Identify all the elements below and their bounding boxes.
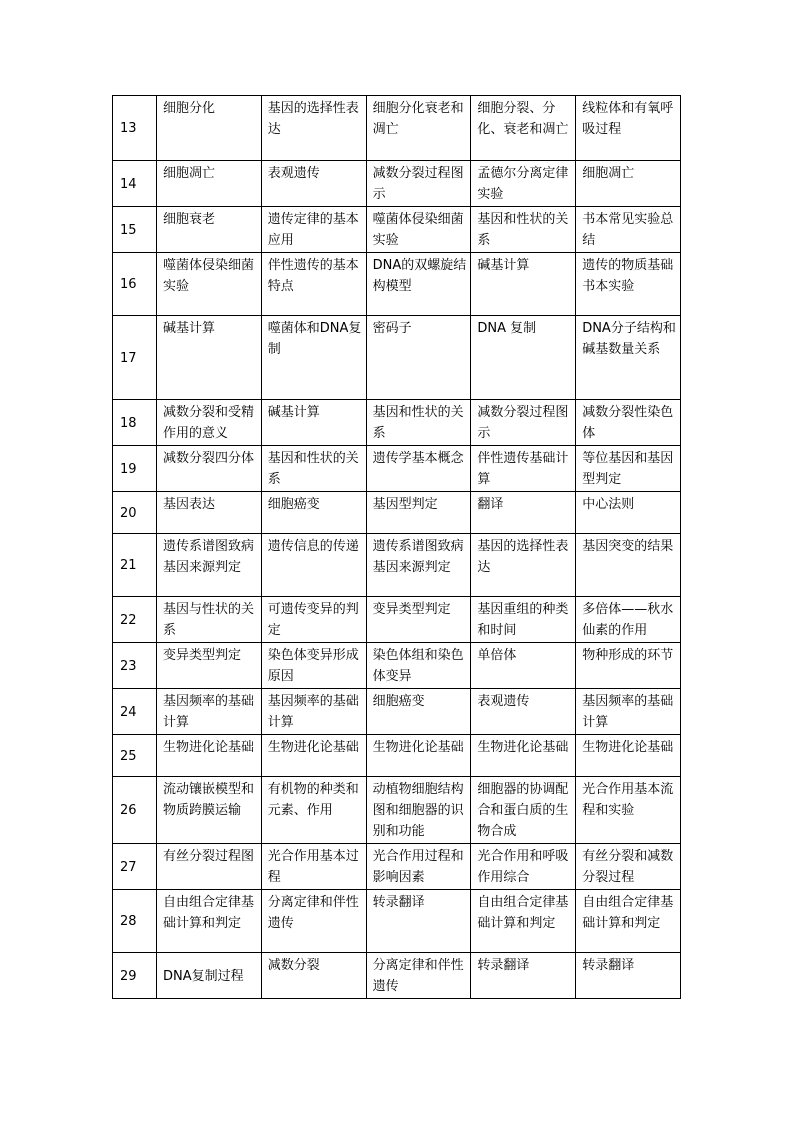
table-cell: 噬菌体侵染细菌实验: [366, 207, 471, 253]
table-cell: 染色体变异形成原因: [261, 643, 366, 689]
table-cell: 线粒体和有氧呼吸过程: [576, 96, 681, 161]
table-cell: 有机物的种类和元素、作用: [261, 777, 366, 844]
table-cell: 动植物细胞结构图和细胞器的识别和功能: [366, 777, 471, 844]
row-number: 25: [113, 735, 157, 777]
table-cell: 基因和性状的关系: [261, 446, 366, 492]
table-cell: 中心法则: [576, 492, 681, 534]
table-row: [113, 777, 681, 844]
table-cell: 伴性遗传的基本特点: [261, 253, 366, 316]
table-cell: 染色体组和染色体变异: [366, 643, 471, 689]
table-row: [113, 844, 681, 890]
table-cell: 物种形成的环节: [576, 643, 681, 689]
table-row: [113, 643, 681, 689]
table-cell: 碱基计算: [157, 316, 262, 400]
table-cell: 减数分裂和受精作用的意义: [157, 400, 262, 446]
table-cell: 基因的选择性表达: [471, 534, 576, 597]
table-cell: 单倍体: [471, 643, 576, 689]
table-cell: 碱基计算: [471, 253, 576, 316]
table-cell: 基因和性状的关系: [366, 400, 471, 446]
table-cell: 细胞衰老: [157, 207, 262, 253]
table-cell: 自由组合定律基础计算和判定: [576, 890, 681, 953]
table-cell: 遗传的物质基础书本实验: [576, 253, 681, 316]
table-cell: 细胞癌变: [366, 689, 471, 735]
table-row: [113, 492, 681, 534]
table-cell: 遗传定律的基本应用: [261, 207, 366, 253]
row-number: 27: [113, 844, 157, 890]
table-cell: 生物进化论基础: [576, 735, 681, 777]
table-cell: 孟德尔分离定律实验: [471, 161, 576, 207]
table-body: [113, 96, 681, 999]
table-cell: 基因频率的基础计算: [576, 689, 681, 735]
table-cell: 基因重组的种类和时间: [471, 597, 576, 643]
table-cell: 翻译: [471, 492, 576, 534]
table-row: [113, 534, 681, 597]
table-cell: 遗传系谱图致病基因来源判定: [157, 534, 262, 597]
table-cell: 减数分裂: [261, 953, 366, 999]
table-cell: 光合作用基本过程: [261, 844, 366, 890]
table-row: [113, 597, 681, 643]
row-number: 13: [113, 96, 157, 161]
row-number: 26: [113, 777, 157, 844]
table-cell: 分离定律和伴性遗传: [366, 953, 471, 999]
table-cell: 基因频率的基础计算: [157, 689, 262, 735]
table-cell: 生物进化论基础: [471, 735, 576, 777]
table-cell: 光合作用基本流程和实验: [576, 777, 681, 844]
table-cell: 流动镶嵌模型和物质跨膜运输: [157, 777, 262, 844]
table-cell: 自由组合定律基础计算和判定: [157, 890, 262, 953]
table-cell: 减数分裂四分体: [157, 446, 262, 492]
topic-table: [112, 95, 681, 999]
table-cell: 分离定律和伴性遗传: [261, 890, 366, 953]
table-cell: 生物进化论基础: [366, 735, 471, 777]
table-cell: 遗传信息的传递: [261, 534, 366, 597]
row-number: 17: [113, 316, 157, 400]
table-cell: 遗传学基本概念: [366, 446, 471, 492]
table-row: [113, 161, 681, 207]
row-number: 15: [113, 207, 157, 253]
table-cell: 基因突变的结果: [576, 534, 681, 597]
table-cell: 基因型判定: [366, 492, 471, 534]
table-cell: 光合作用过程和影响因素: [366, 844, 471, 890]
table-cell: DNA分子结构和碱基数量关系: [576, 316, 681, 400]
table-row: [113, 316, 681, 400]
table-cell: 有丝分裂和减数分裂过程: [576, 844, 681, 890]
row-number: 23: [113, 643, 157, 689]
table-cell: 光合作用和呼吸作用综合: [471, 844, 576, 890]
table-row: [113, 253, 681, 316]
table-cell: 细胞分化: [157, 96, 262, 161]
table-cell: 基因的选择性表达: [261, 96, 366, 161]
table-cell: 基因与性状的关系: [157, 597, 262, 643]
table-cell: 基因表达: [157, 492, 262, 534]
table-cell: 细胞器的协调配合和蛋白质的生物合成: [471, 777, 576, 844]
table-cell: 细胞分化衰老和凋亡: [366, 96, 471, 161]
table-cell: 减数分裂过程图示: [471, 400, 576, 446]
row-number: 20: [113, 492, 157, 534]
table-cell: 生物进化论基础: [157, 735, 262, 777]
table-cell: 基因和性状的关系: [471, 207, 576, 253]
table-cell: 密码子: [366, 316, 471, 400]
table-cell: 细胞分裂、分化、衰老和凋亡: [471, 96, 576, 161]
table-cell: 噬菌体和DNA复制: [261, 316, 366, 400]
table-cell: 可遗传变异的判定: [261, 597, 366, 643]
table-cell: 表观遗传: [471, 689, 576, 735]
table-cell: 基因频率的基础计算: [261, 689, 366, 735]
row-number: 28: [113, 890, 157, 953]
row-number: 21: [113, 534, 157, 597]
table-cell: 减数分裂性染色体: [576, 400, 681, 446]
table-cell: 减数分裂过程图示: [366, 161, 471, 207]
table-cell: 噬菌体侵染细菌实验: [157, 253, 262, 316]
table-row: [113, 207, 681, 253]
table-cell: 碱基计算: [261, 400, 366, 446]
table-cell: 细胞癌变: [261, 492, 366, 534]
table-cell: 细胞凋亡: [576, 161, 681, 207]
table-cell: DNA 复制: [471, 316, 576, 400]
table-cell: 伴性遗传基础计算: [471, 446, 576, 492]
table-row: [113, 890, 681, 953]
table-row: [113, 735, 681, 777]
table-cell: 多倍体——秋水仙素的作用: [576, 597, 681, 643]
table-cell: DNA的双螺旋结构模型: [366, 253, 471, 316]
row-number: 14: [113, 161, 157, 207]
table-cell: 遗传系谱图致病基因来源判定: [366, 534, 471, 597]
row-number: 18: [113, 400, 157, 446]
table-cell: 变异类型判定: [366, 597, 471, 643]
row-number: 16: [113, 253, 157, 316]
row-number: 24: [113, 689, 157, 735]
table-row: [113, 953, 681, 999]
table-cell: 转录翻译: [366, 890, 471, 953]
row-number: 19: [113, 446, 157, 492]
table-cell: 转录翻译: [471, 953, 576, 999]
table-row: [113, 689, 681, 735]
table-cell: 变异类型判定: [157, 643, 262, 689]
table-cell: 转录翻译: [576, 953, 681, 999]
table-cell: 生物进化论基础: [261, 735, 366, 777]
row-number: 22: [113, 597, 157, 643]
table-cell: 书本常见实验总结: [576, 207, 681, 253]
table-cell: 细胞凋亡: [157, 161, 262, 207]
table-row: [113, 96, 681, 161]
table-row: [113, 400, 681, 446]
table-cell: 表观遗传: [261, 161, 366, 207]
table-cell: DNA复制过程: [157, 953, 262, 999]
table-cell: 自由组合定律基础计算和判定: [471, 890, 576, 953]
table-cell: 等位基因和基因型判定: [576, 446, 681, 492]
table-row: [113, 446, 681, 492]
table-cell: 有丝分裂过程图: [157, 844, 262, 890]
row-number: 29: [113, 953, 157, 999]
